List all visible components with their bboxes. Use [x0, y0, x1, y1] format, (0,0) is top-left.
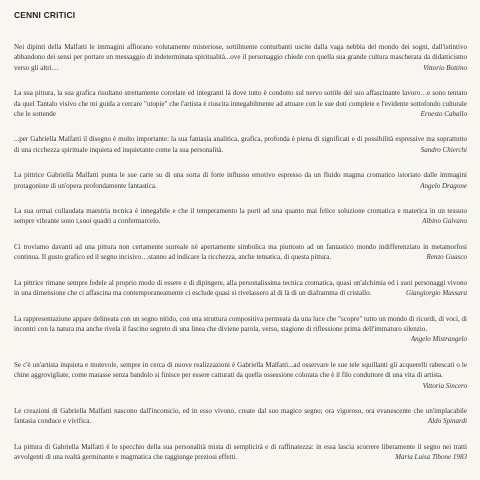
critique-entry — [14, 170, 467, 191]
critique-author: Aldo Spinardi — [427, 417, 467, 426]
critique-text: Ci troviamo davanti ad una pittura non certamente surreale nè apertamente simbolica ma piuttosto ad un fantastico mondo indifferenziato in metamorfosi continua. Il gusto grafico ed il segno incisivo…stanno ad indicare la ricchezza, anche tematica, di questa pittura. — [14, 242, 467, 262]
critique-text: La pittrice rimane sempre fedele al proprio modo di essere e di dipingere, alla personalissima tecnica cromatica, quasi un'alchimia ed i suoi personaggi vivono in una dimensione che ci affascina ma contemporaneamente ci esclude quasi si rivelassero al di là di un diaframma di cristallo. — [14, 278, 467, 298]
critique-text: La sua ormai collaudata maestria tecnica è innegabile e che il temperamento la porti ad una quanto mai felice soluzione cromatica e materica in un tessuto sempre vibrante sono i,suoi quadri a confermarcelo. — [14, 207, 467, 226]
critique-author: Angelo Mistrangelo — [410, 335, 467, 344]
critique-entry — [14, 360, 467, 391]
critique-entry — [14, 314, 467, 345]
critique-text: La pittrice Gabriella Malfatti punta le sue carte su di una sorta di forte influsso emotivo espresso da un fluido magma cromatico istoriato dalle immagini protagoniste di un'opera profondamente fantastica. — [14, 171, 467, 190]
critique-text: ...per Gabriella Malfatti il disegno è molto importante: la sua fantasia analitica, grafica, profonda è piena di significati e di possibilità espressive ma soprattutto di una ricchezza spirituale inquieta ed inquietante come la sua personalità. — [14, 135, 467, 154]
critique-entry — [14, 406, 467, 427]
critique-entry — [14, 242, 467, 263]
critique-author: Sandro Chierchi — [420, 145, 467, 154]
critique-text: Nei dipinti della Malfatti le immagini affiorano volutamente misteriose, sottilmente conturbanti uscite dalla vaga nebbia del mondo dei sogni, dall'istintivo abbandono dei sensi per portare un messaggio di indeterminata spiritualità...ove il personaggio chiede con quella sua grande cultura mascherata da didatticismo verso gli altri… — [14, 43, 467, 72]
critique-entry — [14, 442, 467, 463]
critique-author: Angelo Dragone — [420, 181, 467, 190]
critique-entry — [14, 134, 467, 155]
critique-list — [14, 42, 467, 478]
critique-text: Le creazioni di Gabriella Malfatti nascono dall'inconscio, ed in esso vivono, create dal suo magico segno; ora vigoroso, ora evanescente che un'implacabile fantasia conduce e vivifica. — [14, 406, 467, 426]
critique-author: Maria Luisa Tibone 1983 — [395, 453, 467, 462]
page-title: CENNI CRITICI — [14, 10, 76, 20]
critique-text: La sua pittura, la sua grafica risultano strettamente correlate ed integranti là dove tutto è condotto sul nervo sottile del suo affascinante lavoro…e sono tentato da quel Tantalo visivo che mi guida a cercare "utopie" che l'artista è riuscita innegabilmente ad attuare con le sue doti complete e l'evidente sottofondo culturale che le sottende — [14, 89, 467, 119]
critique-entry — [14, 278, 467, 299]
critique-text: Se c'è un'artista inquieta e mutevole, sempre in cerca di nuove realizzazioni è Gabriella Malfatti...ad osservare le sue tele squillanti gli acquerelli rabescati o le chine aggrovigliate, come matasse senza bandolo si finisce per essere catturati da quella ossessione colorata che è il filo conduttore di una vita di artista. — [14, 360, 467, 380]
critique-entry — [14, 88, 467, 119]
critique-entry — [14, 42, 467, 73]
critique-author: Vittorio Bottino — [423, 63, 467, 72]
critique-author: Renzo Guasco — [426, 253, 467, 262]
critique-author: Giangiorgio Massara — [405, 289, 467, 298]
critique-text: La pittura di Gabriella Malfatti è lo specchio della sua personalità mista di semplicità e di raffinatezza: in essa lascia scorrere liberamente il segno nei tratti avvolgenti di una realtà germinante e magmatica che raggiunge preziosi effetti. — [14, 442, 467, 462]
critique-entry — [14, 206, 467, 227]
critique-author: Albino Galvano — [422, 217, 467, 226]
critique-text: La rappresentazione appare delineata con un segno nitido, con una struttura compositiva permeata da una luce che "scopre" tutto un mondo di ricordi, di voci, di incontri con la natura ma anche rivela il fascino segreto di una linea che diviene parola, verso, stagione di riflessione prima dell'immaturo silenzio. — [14, 314, 467, 333]
critique-author: Ernesto Caballo — [420, 110, 467, 119]
critique-author: Vittoria Sincero — [422, 381, 467, 390]
